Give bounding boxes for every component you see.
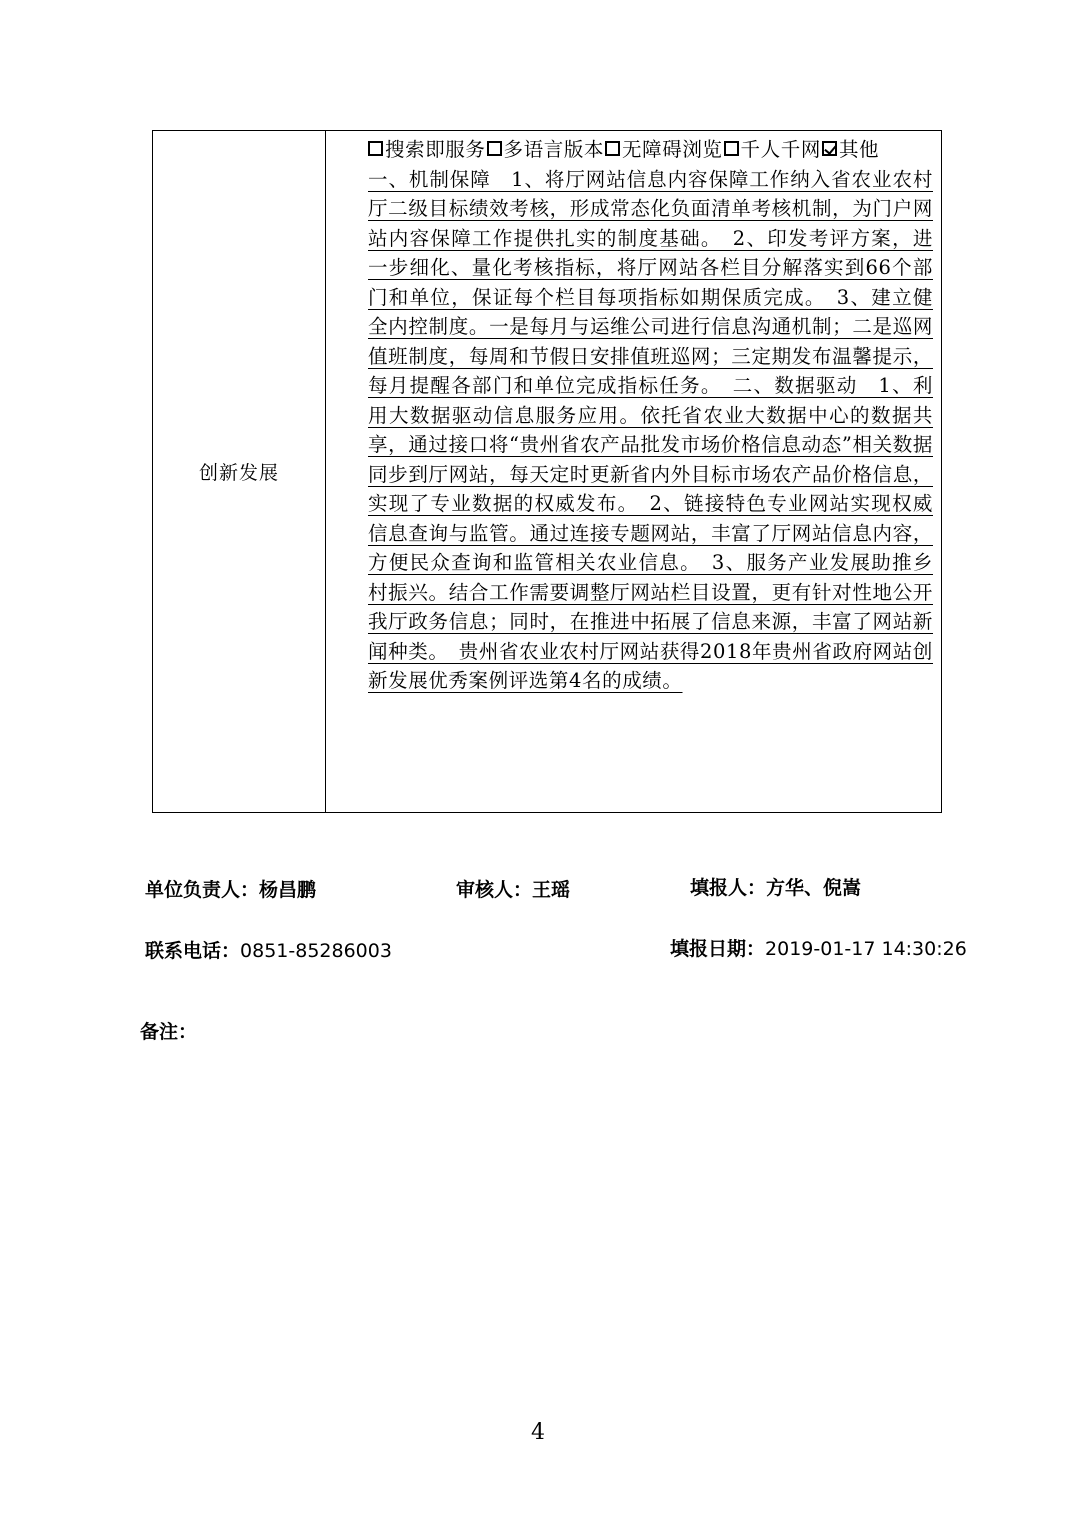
option-label-multilingual: 多语言版本 (503, 138, 605, 161)
page-number: 4 (531, 1420, 545, 1445)
option-label-other: 其他 (838, 138, 880, 161)
reviewer-label: 审核人： (456, 879, 533, 901)
phone-label: 联系电话： (145, 940, 241, 962)
filler-value: 方华、倪嵩 (766, 877, 862, 899)
row-label-cell (153, 131, 326, 812)
option-label-accessibility: 无障碍浏览 (622, 138, 723, 161)
unit-head-value: 杨昌鹏 (259, 879, 317, 901)
phone (145, 936, 392, 963)
remark-label: 备注： (140, 1021, 198, 1043)
filler (690, 873, 861, 900)
option-label-personalized: 千人千网 (740, 138, 821, 161)
checkbox-search-service[interactable] (368, 141, 383, 156)
phone-value: 0851-85286003 (240, 940, 392, 962)
reviewer (456, 875, 570, 902)
checkbox-multilingual[interactable] (487, 141, 502, 156)
content-cell (326, 131, 941, 812)
unit-head (145, 875, 316, 902)
row-label: 创新发展 (198, 462, 279, 484)
fill-date (670, 934, 967, 961)
innovation-table (152, 130, 942, 813)
checkbox-personalized[interactable] (724, 141, 739, 156)
option-label-search-service: 搜索即服务 (385, 138, 486, 161)
reviewer-value: 王瑶 (532, 879, 571, 901)
description-text: 一、机制保障 1、将厅网站信息内容保障工作纳入省农业农村厅二级目标绩效考核，形成常态化负面清单考核机制，为门户网站内容保障工作提供扎实的制度基础。 2、印发考评方案，进一步细化、量化考核指标，将厅网站各栏目分解落实到66个部门和单位，保证每个栏目每项指标如期保质完成。 3、建立健全内控制度。一是每月与运维公司进行信息沟通机制；二是巡网值班制度，每周和节假日安排值班巡网；三定期发布温馨提示，每月提醒各部门和单位完成指标任务。 二、数据驱动 1、利用大数据驱动信息服务应用。依托省农业大数据中心的数据共享，通过接口将“贵州省农产品批发市场价格信息动态”相关数据同步到厅网站，每天定时更新省内外目标市场农产品价格信息，实现了专业数据的权威发布。 2、链接特色专业网站实现权威信息查询与监管。通过连接专题网站，丰富了厅网站信息内容，方便民众查询和监管相关农业信息。 3、服务产业发展助推乡村振兴。结合工作需要调整厅网站栏目设置，更有针对性地公开我厅政务信息；同时，在推进中拓展了信息来源，丰富了网站新闻种类。 贵州省农业农村厅网站获得2018年贵州省政府网站创新发展优秀案例评选第4名的成绩。 (368, 167, 933, 692)
fill-date-value: 2019-01-17 14:30:26 (765, 938, 967, 960)
checkbox-other[interactable] (822, 141, 837, 156)
fill-date-label: 填报日期： (670, 938, 766, 960)
unit-head-label: 单位负责人： (145, 879, 260, 901)
remark (140, 1017, 197, 1044)
checkbox-accessibility[interactable] (605, 141, 620, 156)
filler-label: 填报人： (690, 877, 767, 899)
option-list (368, 135, 933, 165)
